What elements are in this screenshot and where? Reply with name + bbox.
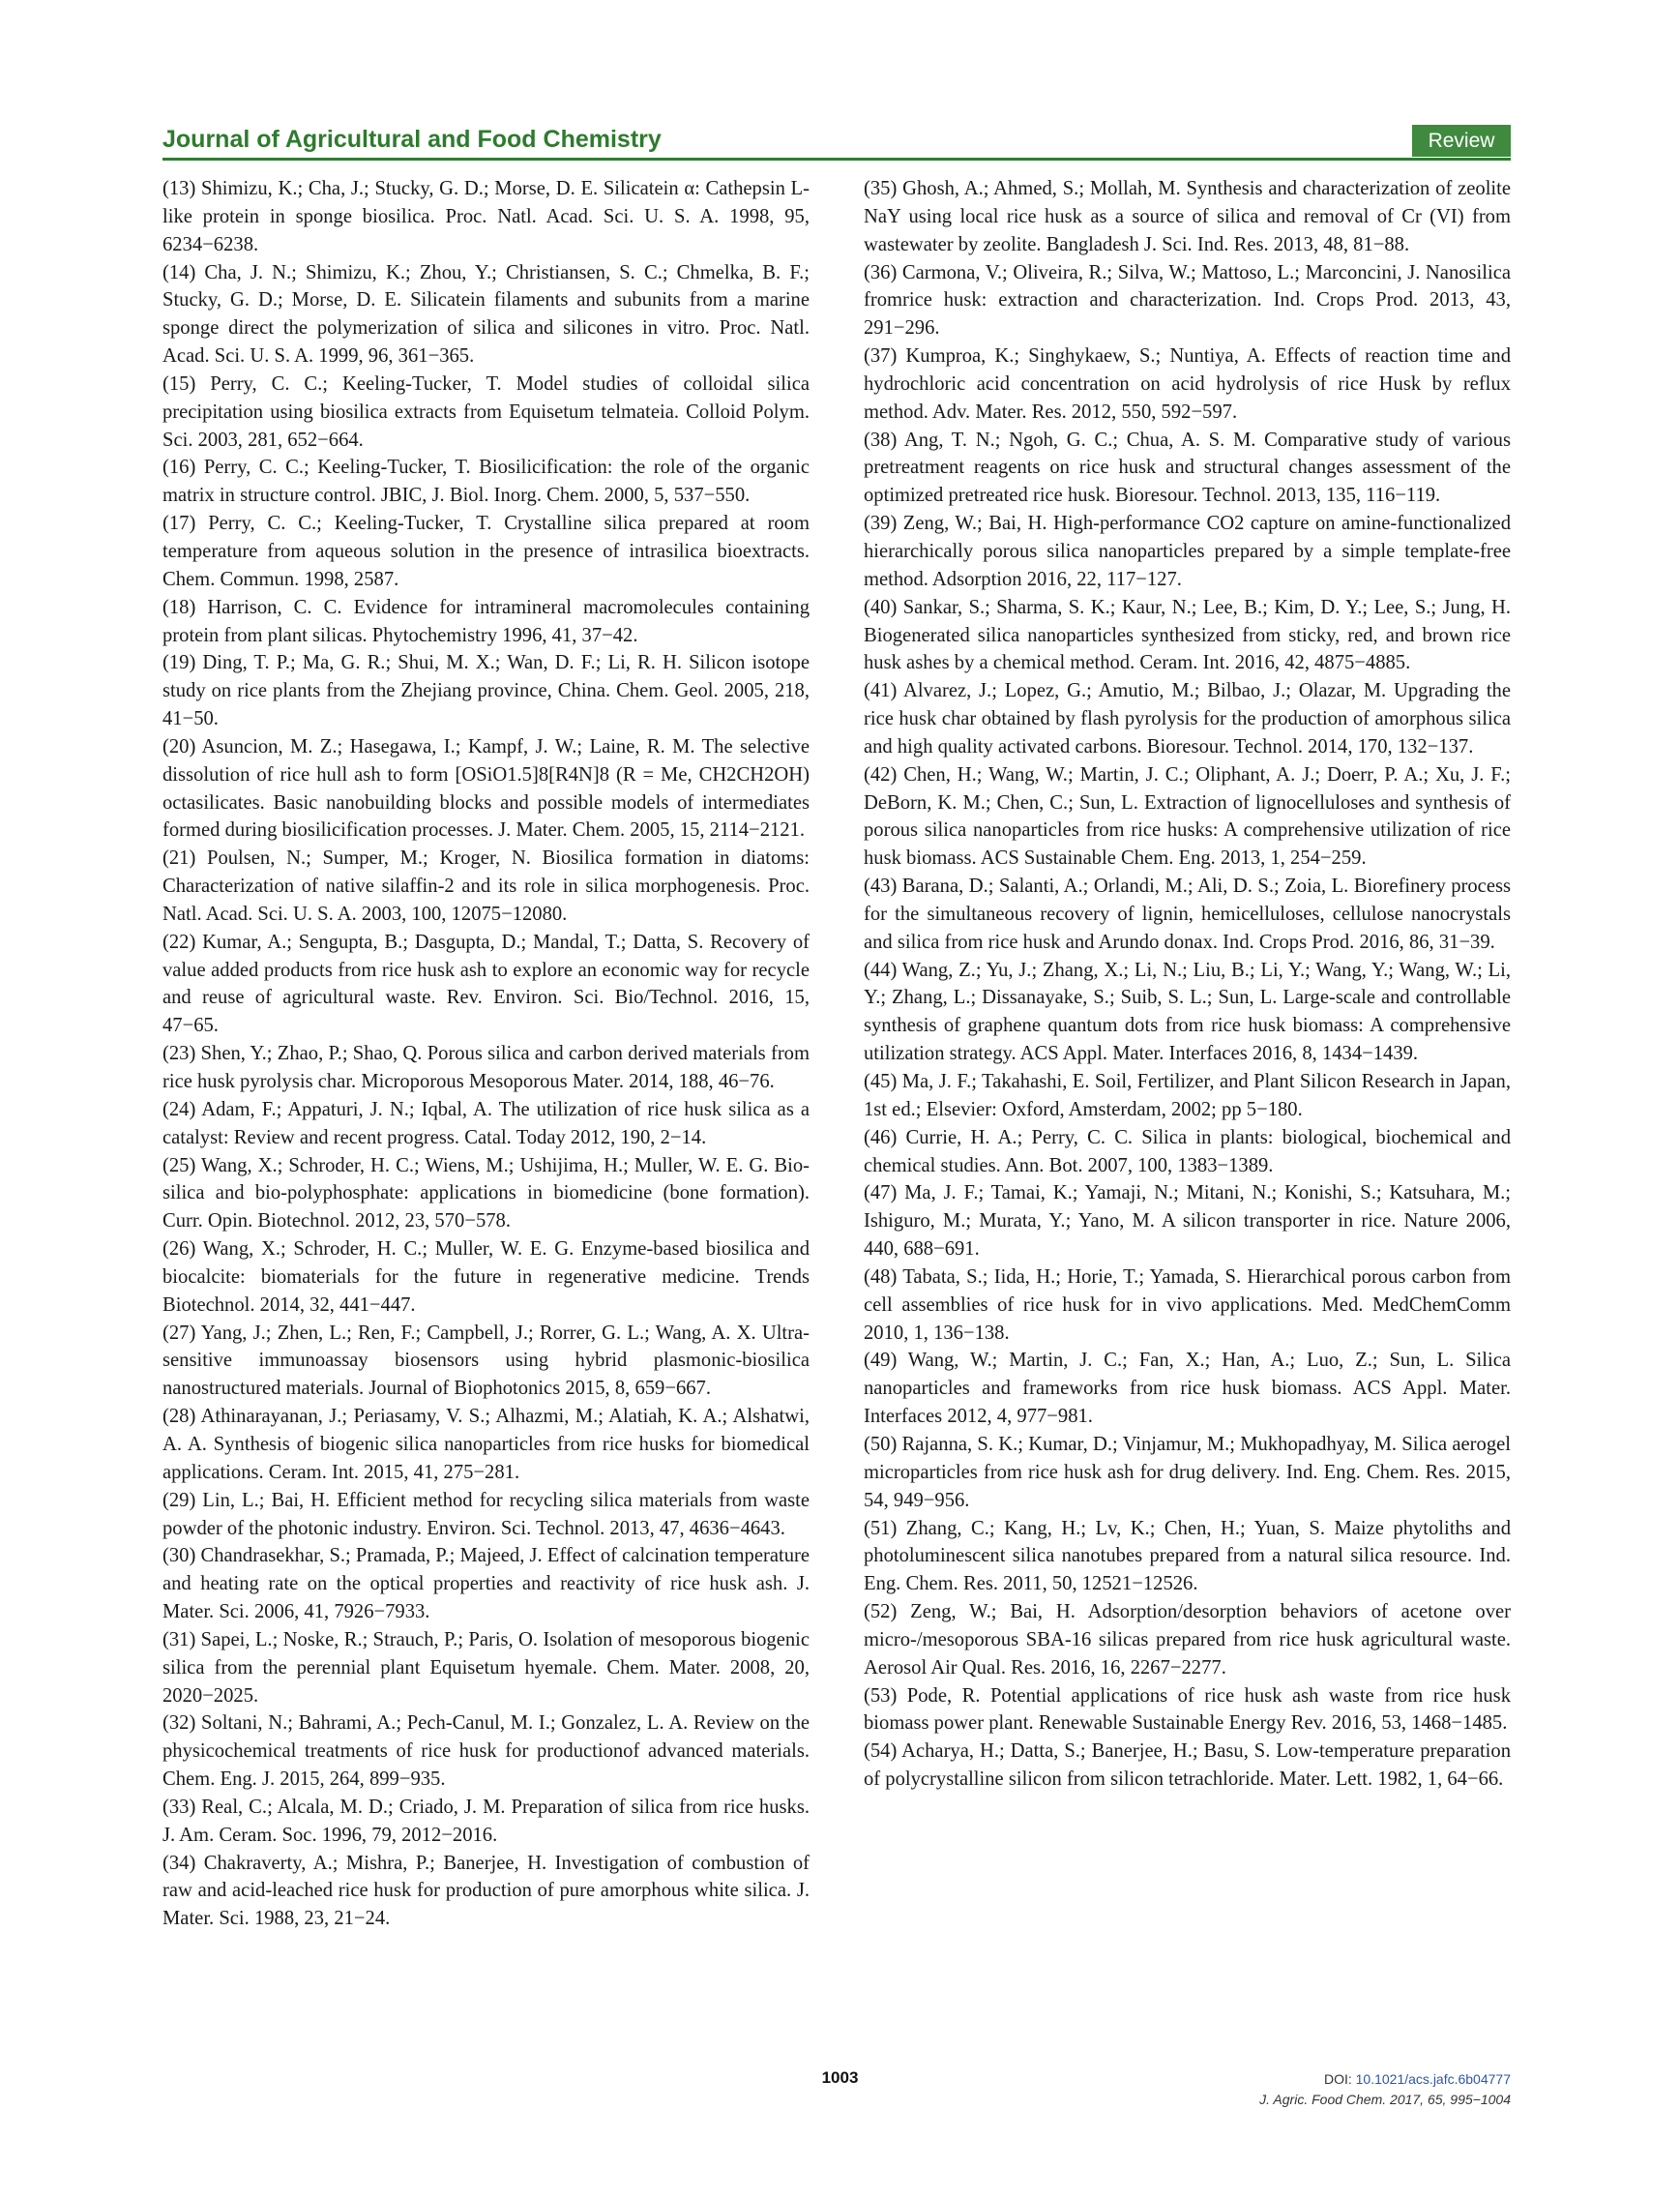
- reference-entry: (40) Sankar, S.; Sharma, S. K.; Kaur, N.; Lee, B.; Kim, D. Y.; Lee, S.; Jung, H. Biogenerated silica nanoparticles synthesized from sticky, red, and brown rice husk ashes by a chemical method. Ceram. Int. 2016, 42, 4875−4885.: [864, 596, 1511, 674]
- reference-entry: (32) Soltani, N.; Bahrami, A.; Pech-Canul, M. I.; Gonzalez, L. A. Review on the physicochemical treatments of rice husk for productionof advanced materials. Chem. Eng. J. 2015, 264, 899−935.: [162, 1712, 810, 1791]
- reference-entry: (35) Ghosh, A.; Ahmed, S.; Mollah, M. Synthesis and characterization of zeolite NaY using local rice husk as a source of silica and removal of Cr (VI) from wastewater by zeolite. Bangladesh J. Sci. Ind. Res. 2013, 48, 81−88.: [864, 178, 1511, 255]
- reference-entry: (22) Kumar, A.; Sengupta, B.; Dasgupta, D.; Mandal, T.; Datta, S. Recovery of value added products from rice husk ash to explore an economic way for recycle and reuse of agricultural waste. Rev. Environ. Sci. Bio/Technol. 2016, 15, 47−65.: [162, 931, 810, 1037]
- reference-entry: (30) Chandrasekhar, S.; Pramada, P.; Majeed, J. Effect of calcination temperature and heating rate on the optical properties and reactivity of rice husk ash. J. Mater. Sci. 2006, 41, 7926−7933.: [162, 1545, 811, 1623]
- footer-citation-block: [1259, 2069, 1511, 2110]
- reference-entry: (16) Perry, C. C.; Keeling-Tucker, T. Biosilicification: the role of the organic matrix in structure control. JBIC, J. Biol. Inorg. Chem. 2000, 5, 537−550.: [162, 457, 810, 507]
- reference-entry: (45) Ma, J. F.; Takahashi, E. Soil, Fertilizer, and Plant Silicon Research in Japan, 1st ed.; Elsevier: Oxford, Amsterdam, 2002; pp 5−180.: [864, 1071, 1511, 1120]
- reference-entry: (41) Alvarez, J.; Lopez, G.; Amutio, M.; Bilbao, J.; Olazar, M. Upgrading the rice husk char obtained by flash pyrolysis for the production of amorphous silica and high quality activated carbons. Bioresour. Technol. 2014, 170, 132−137.: [864, 680, 1511, 758]
- reference-entry: (47) Ma, J. F.; Tamai, K.; Yamaji, N.; Mitani, N.; Konishi, S.; Katsuhara, M.; Ishiguro, M.; Murata, Y.; Yano, M. A silicon transporter in rice. Nature 2006, 440, 688−691.: [864, 1182, 1511, 1261]
- reference-entry: (43) Barana, D.; Salanti, A.; Orlandi, M.; Ali, D. S.; Zoia, L. Biorefinery process for the simultaneous recovery of lignin, hemicelluloses, cellulose nanocrystals and silica from rice husk and Arundo donax. Ind. Crops Prod. 2016, 86, 31−39.: [864, 876, 1511, 953]
- reference-entry: (23) Shen, Y.; Zhao, P.; Shao, Q. Porous silica and carbon derived materials from rice husk pyrolysis char. Microporous Mesoporous Mater. 2014, 188, 46−76.: [162, 1043, 810, 1092]
- reference-entry: (14) Cha, J. N.; Shimizu, K.; Zhou, Y.; Christiansen, S. C.; Chmelka, B. F.; Stucky, G. D.; Morse, D. E. Silicatein filaments and subunits from a marine sponge direct the polymerization of silica and silicones in vitro. Proc. Natl. Acad. Sci. U. S. A. 1999, 96, 361−365.: [162, 261, 810, 368]
- reference-entry: (15) Perry, C. C.; Keeling-Tucker, T. Model studies of colloidal silica precipitation using biosilica extracts from Equisetum telmateia. Colloid Polym. Sci. 2003, 281, 652−664.: [162, 372, 810, 451]
- running-header: [162, 123, 1511, 161]
- reference-entry: (29) Lin, L.; Bai, H. Efficient method for recycling silica materials from waste powder of the photonic industry. Environ. Sci. Technol. 2013, 47, 4636−4643.: [162, 1489, 810, 1539]
- reference-entry: (49) Wang, W.; Martin, J. C.; Fan, X.; Han, A.; Luo, Z.; Sun, L. Silica nanoparticles and frameworks from rice husk biomass. ACS Appl. Mater. Interfaces 2012, 4, 977−981.: [864, 1350, 1511, 1428]
- references-left-column: [162, 175, 810, 1933]
- references-right-column: [864, 175, 1511, 1794]
- doi-label: DOI:: [1323, 2071, 1352, 2087]
- reference-entry: (42) Chen, H.; Wang, W.; Martin, J. C.; Oliphant, A. J.; Doerr, P. A.; Xu, J. F.; DeBorn, K. M.; Chen, C.; Sun, L. Extraction of lignocelluloses and synthesis of porous silica nanoparticles from rice husks: A comprehensive utilization of rice husk biomass. ACS Sustainable Chem. Eng. 2013, 1, 254−259.: [864, 763, 1511, 870]
- reference-entry: (28) Athinarayanan, J.; Periasamy, V. S.; Alhazmi, M.; Alatiah, K. A.; Alshatwi, A. A. Synthesis of biogenic silica nanoparticles from rice husks for biomedical applications. Ceram. Int. 2015, 41, 275−281.: [162, 1406, 810, 1483]
- reference-entry: (18) Harrison, C. C. Evidence for intramineral macromolecules containing protein from plant silicas. Phytochemistry 1996, 41, 37−42.: [162, 596, 810, 646]
- reference-entry: (46) Currie, H. A.; Perry, C. C. Silica in plants: biological, biochemical and chemical studies. Ann. Bot. 2007, 100, 1383−1389.: [864, 1126, 1511, 1176]
- reference-entry: (39) Zeng, W.; Bai, H. High-performance CO2 capture on amine-functionalized hierarchically porous silica nanoparticles prepared by a simple template-free method. Adsorption 2016, 22, 117−127.: [864, 513, 1511, 590]
- reference-entry: (24) Adam, F.; Appaturi, J. N.; Iqbal, A. The utilization of rice husk silica as a catalyst: Review and recent progress. Catal. Today 2012, 190, 2−14.: [162, 1098, 810, 1148]
- reference-entry: (17) Perry, C. C.; Keeling-Tucker, T. Crystalline silica prepared at room temperature from aqueous solution in the presence of intrasilica bioextracts. Chem. Commun. 1998, 2587.: [162, 513, 810, 590]
- reference-entry: (27) Yang, J.; Zhen, L.; Ren, F.; Campbell, J.; Rorrer, G. L.; Wang, A. X. Ultra-sensitive immunoassay biosensors using hybrid plasmonic-biosilica nanostructured materials. Journal of Biophotonics 2015, 8, 659−667.: [162, 1322, 810, 1400]
- doi-link[interactable]: 10.1021/acs.jafc.6b04777: [1355, 2071, 1511, 2087]
- reference-entry: (36) Carmona, V.; Oliveira, R.; Silva, W.; Mattoso, L.; Marconcini, J. Nanosilica fromrice husk: extraction and characterization. Ind. Crops Prod. 2013, 43, 291−296.: [864, 261, 1511, 340]
- reference-entry: (25) Wang, X.; Schroder, H. C.; Wiens, M.; Ushijima, H.; Muller, W. E. G. Bio-silica and bio-polyphosphate: applications in biomedicine (bone formation). Curr. Opin. Biotechnol. 2012, 23, 570−578.: [162, 1154, 810, 1233]
- reference-entry: (38) Ang, T. N.; Ngoh, G. C.; Chua, A. S. M. Comparative study of various pretreatment reagents on rice husk and structural changes assessment of the optimized pretreated rice husk. Bioresour. Technol. 2013, 135, 116−119.: [864, 429, 1511, 507]
- reference-entry: (26) Wang, X.; Schroder, H. C.; Muller, W. E. G. Enzyme-based biosilica and biocalcite: biomaterials for the future in regenerative medicine. Trends Biotechnol. 2014, 32, 441−447.: [162, 1238, 810, 1316]
- reference-entry: (44) Wang, Z.; Yu, J.; Zhang, X.; Li, N.; Liu, B.; Li, Y.; Wang, Y.; Wang, W.; Li, Y.; Zhang, L.; Dissanayake, S.; Suib, S. L.; Sun, L. Large-scale and controllable synthesis of graphene quantum dots from rice husk biomass: A comprehensive utilization strategy. ACS Appl. Mater. Interfaces 2016, 8, 1434−1439.: [864, 959, 1511, 1065]
- reference-entry: (37) Kumproa, K.; Singhykaew, S.; Nuntiya, A. Effects of reaction time and hydrochloric acid concentration on acid hydrolysis of rice Husk by reflux method. Adv. Mater. Res. 2012, 550, 592−597.: [864, 345, 1511, 423]
- reference-entry: (52) Zeng, W.; Bai, H. Adsorption/desorption behaviors of acetone over micro-/mesoporous SBA-16 silicas prepared from rice husk agricultural waste. Aerosol Air Qual. Res. 2016, 16, 2267−2277.: [864, 1601, 1511, 1679]
- reference-entry: (53) Pode, R. Potential applications of rice husk ash waste from rice husk biomass power plant. Renewable Sustainable Energy Rev. 2016, 53, 1468−1485.: [864, 1684, 1511, 1735]
- reference-entry: (48) Tabata, S.; Iida, H.; Horie, T.; Yamada, S. Hierarchical porous carbon from cell assemblies of rice husk for in vivo applications. Med. MedChemComm 2010, 1, 136−138.: [864, 1265, 1511, 1344]
- section-badge: Review: [1412, 125, 1511, 157]
- reference-entry: (20) Asuncion, M. Z.; Hasegawa, I.; Kampf, J. W.; Laine, R. M. The selective dissolution of rice hull ash to form [OSiO1.5]8[R4N]8 (R = Me, CH2CH2OH) octasilicates. Basic nanobuilding blocks and possible models of intermediates formed during biosilicification processes. J. Mater. Chem. 2005, 15, 2114−2121.: [162, 735, 810, 842]
- page-number: 1003: [821, 2068, 859, 2087]
- journal-citation: J. Agric. Food Chem. 2017, 65, 995−1004: [1259, 2092, 1511, 2107]
- reference-entry: (50) Rajanna, S. K.; Kumar, D.; Vinjamur, M.; Mukhopadhyay, M. Silica aerogel microparticles from rice husk ash for drug delivery. Ind. Eng. Chem. Res. 2015, 54, 949−956.: [864, 1433, 1511, 1511]
- reference-entry: (13) Shimizu, K.; Cha, J.; Stucky, G. D.; Morse, D. E. Silicatein α: Cathepsin L-like protein in sponge biosilica. Proc. Natl. Acad. Sci. U. S. A. 1998, 95, 6234−6238.: [162, 178, 810, 255]
- reference-entry: (19) Ding, T. P.; Ma, G. R.; Shui, M. X.; Wan, D. F.; Li, R. H. Silicon isotope study on rice plants from the Zhejiang province, China. Chem. Geol. 2005, 218, 41−50.: [162, 652, 810, 730]
- reference-entry: (33) Real, C.; Alcala, M. D.; Criado, J. M. Preparation of silica from rice husks. J. Am. Ceram. Soc. 1996, 79, 2012−2016.: [162, 1796, 810, 1846]
- reference-entry: (21) Poulsen, N.; Sumper, M.; Kroger, N. Biosilica formation in diatoms: Characterization of native silaffin-2 and its role in silica morphogenesis. Proc. Natl. Acad. Sci. U. S. A. 2003, 100, 12075−12080.: [162, 847, 810, 925]
- reference-entry: (51) Zhang, C.; Kang, H.; Lv, K.; Chen, H.; Yuan, S. Maize phytoliths and photoluminescent silica nanotubes prepared from a natural silica resource. Ind. Eng. Chem. Res. 2011, 50, 12521−12526.: [864, 1517, 1511, 1595]
- reference-entry: (54) Acharya, H.; Datta, S.; Banerjee, H.; Basu, S. Low-temperature preparation of polycrystalline silicon from silicon tetrachloride. Mater. Lett. 1982, 1, 64−66.: [864, 1740, 1511, 1791]
- journal-title: Journal of Agricultural and Food Chemistry: [162, 126, 662, 153]
- reference-entry: (31) Sapei, L.; Noske, R.; Strauch, P.; Paris, O. Isolation of mesoporous biogenic silica from the perennial plant Equisetum hyemale. Chem. Mater. 2008, 20, 2020−2025.: [162, 1628, 810, 1707]
- reference-entry: (34) Chakraverty, A.; Mishra, P.; Banerjee, H. Investigation of combustion of raw and acid-leached rice husk for production of pure amorphous white silica. J. Mater. Sci. 1988, 23, 21−24.: [162, 1852, 810, 1930]
